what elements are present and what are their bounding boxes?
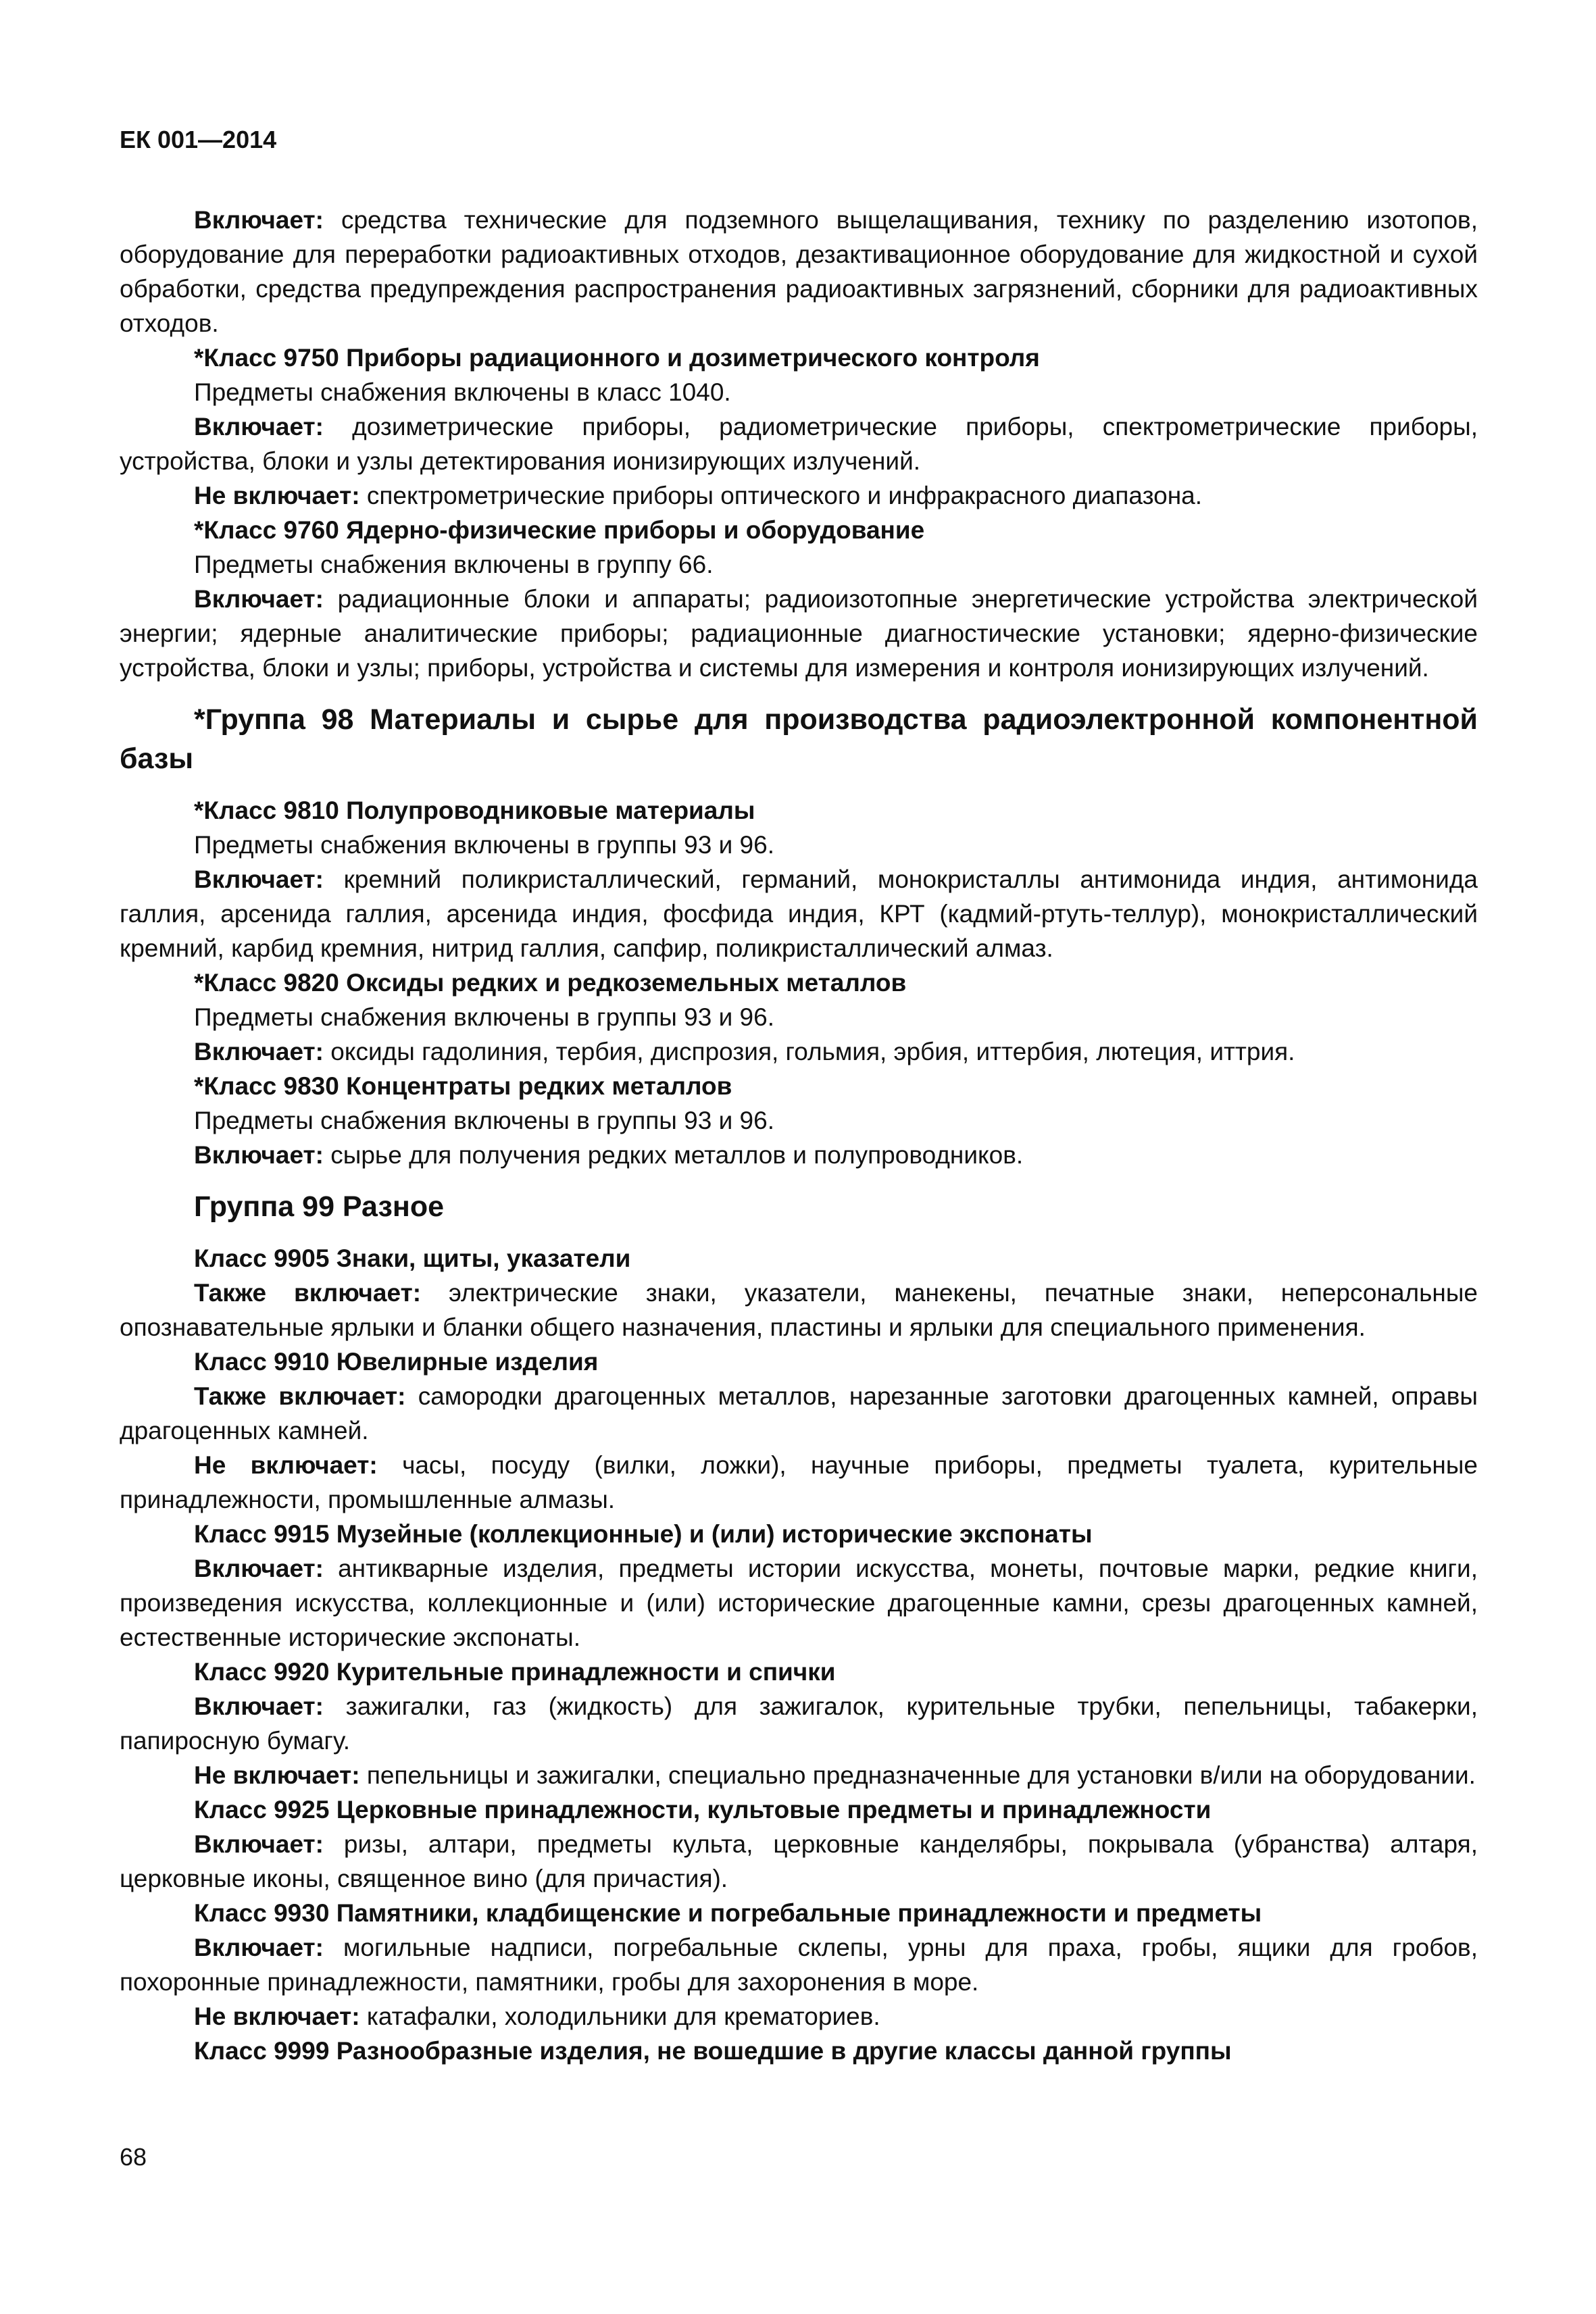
class-9920-excludes <box>120 1758 1478 1792</box>
keyword-includes: Включает: <box>194 1038 324 1065</box>
paragraph-text: оксиды гадолиния, тербия, диспрозия, гольмия, эрбия, иттербия, лютеция, иттрия. <box>323 1038 1295 1065</box>
paragraph-text: средства технические для подземного выщелащивания, технику по разделению изотопов, оборудование для переработки радиоактивных отходов, дезактивационное оборудование для жидкостной и сухой обработки, средства предупреждения распространения радиоактивных загрязнений, сборники для радиоактивных отходов. <box>120 206 1478 337</box>
keyword-includes: Включает: <box>194 206 324 234</box>
keyword-excludes: Не включает: <box>194 1451 378 1479</box>
paragraph-text: катафалки, холодильники для крематориев. <box>359 2003 880 2030</box>
class-9905-also-includes <box>120 1276 1478 1344</box>
keyword-includes: Включает: <box>194 413 324 441</box>
class-9905-title: Класс 9905 Знаки, щиты, указатели <box>194 1244 631 1272</box>
keyword-includes: Включает: <box>194 1934 324 1961</box>
class-9930-includes <box>120 1930 1478 1999</box>
paragraph-text: сырье для получения редких металлов и полупроводников. <box>323 1141 1024 1169</box>
group-98-title: *Группа 98 Материалы и сырье для производства радиоэлектронной компонентной базы <box>120 703 1478 775</box>
keyword-includes: Включает: <box>194 865 324 893</box>
keyword-includes: Включает: <box>194 1830 324 1858</box>
class-9920-includes <box>120 1689 1478 1758</box>
paragraph-text: самородки драгоценных металлов, нарезанные заготовки драгоценных камней, оправы драгоценных камней. <box>120 1382 1478 1444</box>
class-9820-supply: Предметы снабжения включены в группы 93 и 96. <box>194 1003 774 1031</box>
class-9925-includes <box>120 1827 1478 1896</box>
class-9810-supply: Предметы снабжения включены в группы 93 и 96. <box>194 831 774 859</box>
paragraph-text: антикварные изделия, предметы истории искусства, монеты, почтовые марки, редкие книги, произведения искусства, коллекционные и (или) исторические драгоценные камни, срезы драгоценных камней, естественные исторические экспонаты. <box>120 1555 1478 1651</box>
paragraph-text: могильные надписи, погребальные склепы, урны для праха, гробы, ящики для гробов, похоронные принадлежности, памятники, гробы для захоронения в море. <box>120 1934 1478 1996</box>
class-9750-supply: Предметы снабжения включены в класс 1040. <box>194 378 731 406</box>
class-9810-includes <box>120 862 1478 965</box>
paragraph-text: спектрометрические приборы оптического и инфракрасного диапазона. <box>359 482 1203 509</box>
paragraph-text: зажигалки, газ (жидкость) для зажигалок, курительные трубки, пепельницы, табакерки, папиросную бумагу. <box>120 1692 1478 1755</box>
class-9760-title: *Класс 9760 Ядерно-физические приборы и оборудование <box>194 516 925 544</box>
class-9910-title: Класс 9910 Ювелирные изделия <box>194 1348 599 1376</box>
document-body <box>120 203 1478 2068</box>
class-9820-title: *Класс 9820 Оксиды редких и редкоземельных металлов <box>194 969 907 997</box>
paragraph-text: электрические знаки, указатели, манекены, печатные знаки, неперсональные опознавательные ярлыки и бланки общего назначения, пластины и ярлыки для специального применения. <box>120 1279 1478 1341</box>
keyword-also-includes: Также включает: <box>194 1279 422 1307</box>
paragraph-text: дозиметрические приборы, радиометрические приборы, спектрометрические приборы, устройства, блоки и узлы детектирования ионизирующих излучений. <box>120 413 1478 475</box>
keyword-also-includes: Также включает: <box>194 1382 406 1410</box>
class-9750-title: *Класс 9750 Приборы радиационного и дозиметрического контроля <box>194 344 1040 372</box>
class-9810-title: *Класс 9810 Полупроводниковые материалы <box>194 797 755 824</box>
paragraph-includes <box>120 203 1478 341</box>
class-9910-also-includes <box>120 1379 1478 1448</box>
class-9925-title: Класс 9925 Церковные принадлежности, культовые предметы и принадлежности <box>194 1796 1212 1823</box>
keyword-includes: Включает: <box>194 1692 324 1720</box>
paragraph-text: пепельницы и зажигалки, специально предназначенные для установки в/или на оборудовании. <box>359 1761 1476 1789</box>
class-9915-title: Класс 9915 Музейные (коллекционные) и (или) исторические экспонаты <box>194 1520 1093 1548</box>
keyword-excludes: Не включает: <box>194 1761 360 1789</box>
class-9820-includes <box>120 1034 1478 1069</box>
keyword-includes: Включает: <box>194 1141 324 1169</box>
paragraph-text: кремний поликристаллический, германий, монокристаллы антимонида индия, антимонида галлия, арсенида галлия, арсенида индия, фосфида индия, КРТ (кадмий-ртуть-теллур), монокристаллический кремний, карбид кремния, нитрид галлия, сапфир, поликристаллический алмаз. <box>120 865 1478 962</box>
class-9750-includes <box>120 409 1478 478</box>
class-9915-includes <box>120 1551 1478 1655</box>
class-9750-excludes <box>120 478 1478 513</box>
class-9760-includes <box>120 582 1478 685</box>
class-9930-excludes <box>120 1999 1478 2034</box>
keyword-includes: Включает: <box>194 1555 324 1582</box>
document-code-header: ЕК 001—2014 <box>120 126 277 153</box>
class-9999-title: Класс 9999 Разнообразные изделия, не вошедшие в другие классы данной группы <box>194 2037 1232 2065</box>
paragraph-text: радиационные блоки и аппараты; радиоизотопные энергетические устройства электрической энергии; ядерные аналитические приборы; радиационные диагностические установки; ядерно-физические устройства, блоки и узлы; приборы, устройства и системы для измерения и контроля ионизирующих излучений. <box>120 585 1478 682</box>
keyword-includes: Включает: <box>194 585 324 613</box>
class-9930-title: Класс 9930 Памятники, кладбищенские и погребальные принадлежности и предметы <box>194 1899 1262 1927</box>
page-number: 68 <box>120 2143 147 2171</box>
class-9830-title: *Класс 9830 Концентраты редких металлов <box>194 1072 732 1100</box>
class-9760-supply: Предметы снабжения включены в группу 66. <box>194 551 714 578</box>
keyword-excludes: Не включает: <box>194 2003 360 2030</box>
paragraph-text: ризы, алтари, предметы культа, церковные канделябры, покрывала (убранства) алтаря, церковные иконы, священное вино (для причастия). <box>120 1830 1478 1892</box>
class-9920-title: Класс 9920 Курительные принадлежности и спички <box>194 1658 836 1686</box>
keyword-excludes: Не включает: <box>194 482 360 509</box>
class-9830-includes <box>120 1138 1478 1172</box>
paragraph-text: часы, посуду (вилки, ложки), научные приборы, предметы туалета, курительные принадлежности, промышленные алмазы. <box>120 1451 1478 1513</box>
class-9830-supply: Предметы снабжения включены в группы 93 и 96. <box>194 1107 774 1134</box>
class-9910-excludes <box>120 1448 1478 1517</box>
group-99-title: Группа 99 Разное <box>194 1190 445 1223</box>
